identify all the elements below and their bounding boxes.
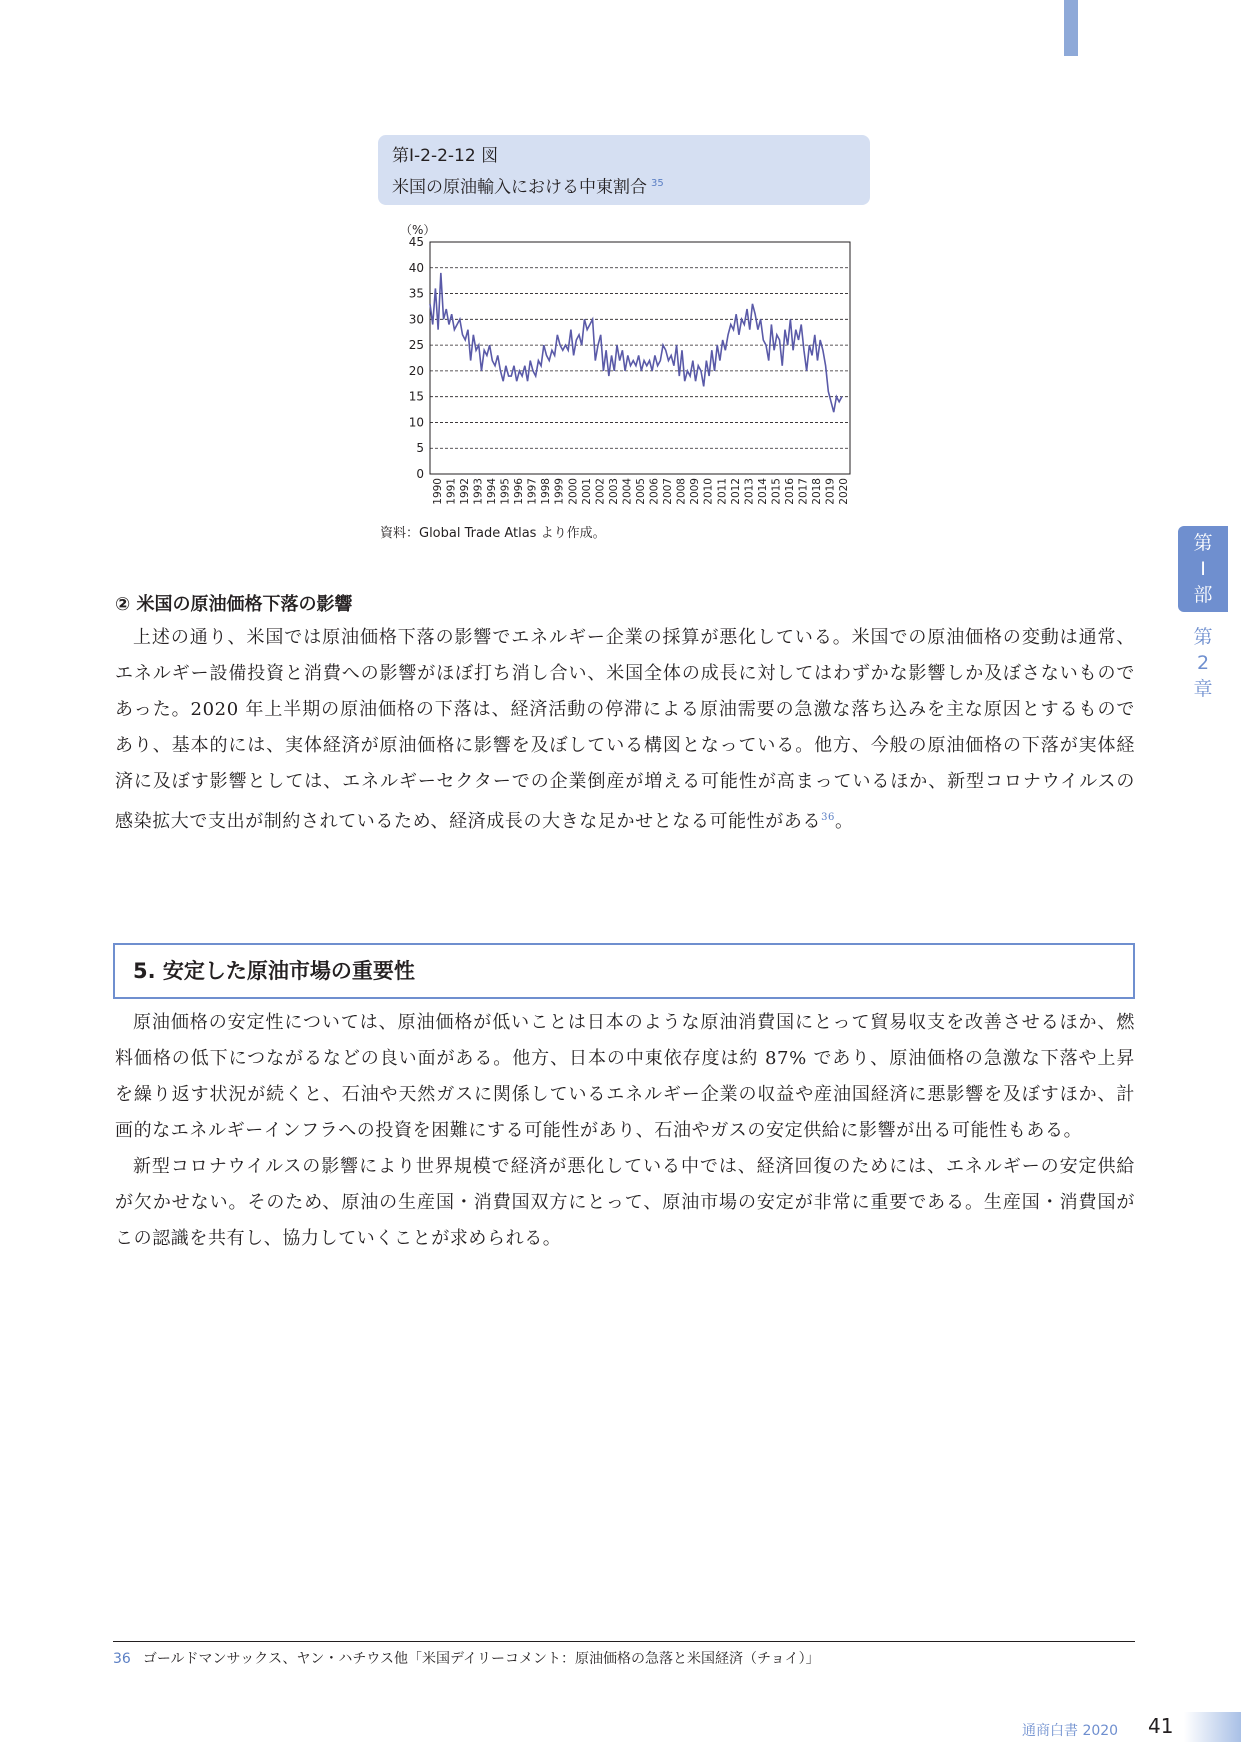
x-tick-label: 1995 (499, 478, 512, 505)
x-tick-label: 2011 (716, 478, 729, 505)
x-tick-label: 2004 (621, 478, 634, 505)
x-tick-label: 2013 (743, 478, 756, 505)
section-heading: 5. 安定した原油市場の重要性 (113, 943, 1135, 999)
x-tick-label: 2016 (784, 478, 797, 505)
x-tick-label: 2012 (729, 478, 742, 505)
x-tick-label: 1996 (513, 478, 526, 505)
x-tick-label: 2014 (756, 478, 769, 505)
figure-title: 米国の原油輸入における中東割合 (392, 177, 647, 198)
figure-source: 資料：Global Trade Atlas より作成。 (380, 526, 606, 541)
x-tick-label: 2000 (567, 478, 580, 505)
y-tick-label: 40 (408, 260, 424, 275)
x-tick-label: 2008 (675, 478, 688, 505)
y-tick-label: 15 (408, 389, 424, 404)
figure-number: 第Ⅰ-2-2-12 図 (392, 146, 499, 166)
paragraph-2: 原油価格の安定性については、原油価格が低いことは日本のような原油消費国にとって貿易収支を改善させるほか、燃料価格の低下につながるなどの良い面がある。他方、日本の中東依存度は約 87% であり、原油価格の急激な下落や上昇を繰り返す状況が続くと、石油や天然ガスに関係しているエネルギー企業の収益や産油国経済に悪影響を及ぼすほか、計画的なエネルギーインフラへの投資を困難にする可能性があり、石油やガスの安定供給に影響が出る可能性もある。 新型コロナウイルスの影響により世界規模で経済が悪化している中では、経済回復のためには、エネルギーの安定供給が欠かせない。そのため、原油の生産国・消費国双方にとって、原油市場の安定が非常に重要である。生産国・消費国がこの認識を共有し、協力していくことが求められる。 (115, 1005, 1135, 1257)
footnote (113, 1648, 820, 1668)
y-tick-label: 0 (416, 467, 424, 481)
y-tick-label: 5 (416, 441, 424, 456)
x-tick-label: 2015 (770, 478, 783, 505)
x-tick-label: 2007 (662, 478, 675, 505)
x-tick-label: 2009 (689, 478, 702, 505)
y-tick-label: 35 (408, 286, 424, 301)
side-tab-chapter[interactable]: 第 2 章 (1193, 626, 1213, 700)
y-tick-label: 10 (408, 415, 424, 430)
note-ref-36[interactable]: 36 (821, 812, 836, 823)
x-tick-label: 1998 (540, 478, 553, 505)
paragraph-3: 新型コロナウイルスの影響により世界規模で経済が悪化している中では、経済回復のためには、エネルギーの安定供給が欠かせない。そのため、原油の生産国・消費国双方にとって、原油市場の安定が非常に重要である。生産国・消費国がこの認識を共有し、協力していくことが求められる。 (115, 1156, 1135, 1249)
x-tick-label: 2002 (594, 478, 607, 505)
x-tick-label: 1997 (526, 478, 539, 505)
y-tick-label: 30 (408, 312, 424, 327)
x-tick-label: 1991 (445, 478, 458, 505)
paragraph-1: 上述の通り、米国では原油価格下落の影響でエネルギー企業の採算が悪化している。米国での原油価格の変動は通常、エネルギー設備投資と消費への影響がほぼ打ち消し合い、米国全体の成長に対してはわずかな影響しか及ぼさないものであった。2020 年上半期の原油価格の下落は、経済活動の停滞による原油需要の急激な落ち込みを主な原因とするものであり、基本的には、実体経済が原油価格に影響を及ぼしている構図となっている。他方、今般の原油価格の下落が実体経済に及ぼす影響としては、エネルギーセクターでの企業倒産が増える可能性が高まっているほか、新型コロナウイルスの感染拡大で支出が制約されているため、経済成長の大きな足かせとなる可能性がある$^{36}$。 (115, 627, 1135, 832)
page-number: 41 (1148, 1714, 1174, 1738)
x-tick-label: 1992 (458, 478, 471, 505)
figure-note-ref: 35 (651, 178, 664, 189)
footnote-text: ゴールドマンサックス、ヤン・ハチウス他「米国デイリーコメント：原油価格の急落と米国経済（チョイ）」 (142, 1651, 820, 1667)
y-tick-label: 45 (408, 235, 424, 249)
x-tick-label: 2005 (635, 478, 647, 505)
x-tick-label: 1990 (431, 478, 444, 505)
x-tick-label: 1999 (553, 478, 566, 505)
y-axis-unit: （%） (400, 223, 436, 237)
x-tick-label: 2006 (648, 478, 661, 505)
y-tick-label: 25 (408, 338, 424, 353)
footnote-divider (113, 1641, 1135, 1642)
x-tick-label: 2019 (824, 478, 837, 505)
x-tick-label: 2018 (811, 478, 824, 505)
x-tick-label: 2003 (607, 478, 620, 505)
plot-frame (430, 242, 850, 474)
book-title: 通商白書 2020 (1022, 1723, 1119, 1739)
x-tick-label: 1994 (485, 478, 498, 505)
y-tick-label: 20 (408, 363, 424, 378)
subsection-heading: ② 米国の原油価格下落の影響 (115, 594, 353, 615)
figure-title-box (378, 135, 870, 205)
top-accent-bar (1064, 0, 1078, 56)
footer-accent-bar (1184, 1712, 1241, 1742)
x-tick-label: 1993 (472, 478, 485, 505)
footnote-number: 36 (113, 1651, 131, 1667)
x-tick-label: 2010 (702, 478, 715, 505)
line-chart (380, 212, 860, 522)
x-tick-label: 2001 (580, 478, 593, 505)
x-tick-label: 2017 (797, 478, 810, 505)
side-tab-part[interactable]: 第 Ⅰ 部 (1178, 526, 1228, 612)
x-tick-label: 2020 (838, 478, 851, 505)
